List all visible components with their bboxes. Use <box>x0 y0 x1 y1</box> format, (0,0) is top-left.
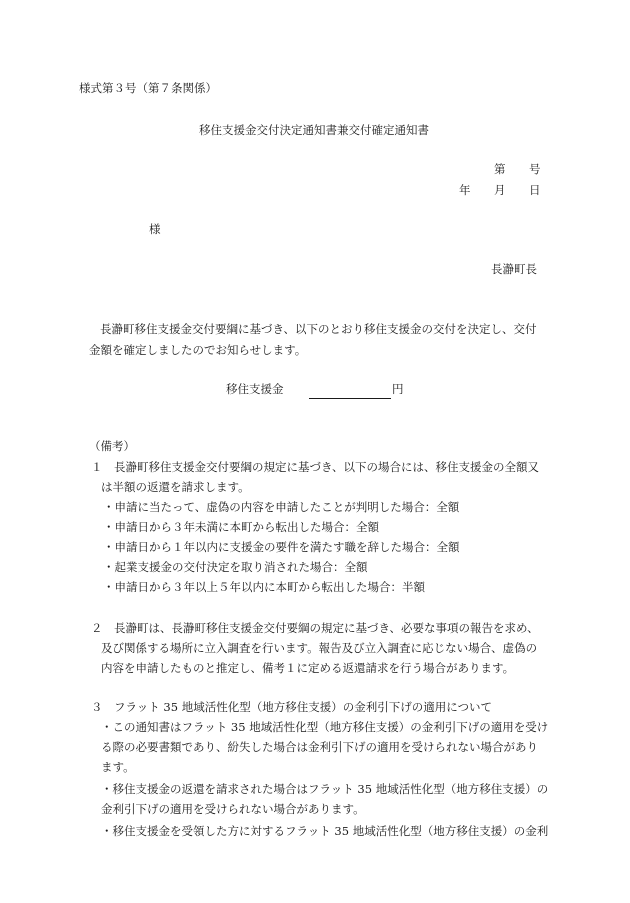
remark-3-text: 金利引下げの適用を受けられない場合があります。 <box>101 802 365 816</box>
remark-3-text: る際の必要書類であり、紛失した場合は金利引下げの適用を受けられない場合があり <box>101 740 538 754</box>
remark-1-text: １ 長瀞町移住支援金交付要綱の規定に基づき、以下の場合には、移住支援金の全額又 <box>91 460 540 474</box>
remark-3-text: ・この通知書はフラット 35 地域活性化型（地方移住支援）の金利引下げの適用を受け <box>101 720 549 734</box>
remark-1-bullet: ・起業支援金の交付決定を取り消された場合：全額 <box>103 560 368 574</box>
amount-unit: 円 <box>392 382 404 396</box>
remark-1-bullet: ・申請日から３年未満に本町から転出した場合：全額 <box>103 520 379 534</box>
body-text-line: 金額を確定しましたのでお知らせします。 <box>89 343 307 357</box>
remark-3-text: ・移住支援金の返還を請求された場合はフラット 35 地域活性化型（地方移住支援）の <box>101 782 549 796</box>
date-day-label: 日 <box>529 183 541 197</box>
remark-3-text: ・移住支援金を受領した方に対するフラット 35 地域活性化型（地方移住支援）の金利 <box>101 824 549 838</box>
document-number-prefix: 第 <box>494 162 506 176</box>
body-text-line: 長瀞町移住支援金交付要綱に基づき、以下のとおり移住支援金の交付を決定し、交付 <box>100 322 537 336</box>
addressee-honorific: 様 <box>149 222 161 236</box>
remark-1-bullet: ・申請日から１年以内に支援金の要件を満たす職を辞した場合：全額 <box>103 540 460 554</box>
remark-1-bullet: ・申請に当たって、虚偽の内容を申請したことが判明した場合：全額 <box>103 500 460 514</box>
remark-1-bullet: ・申請日から３年以上５年以内に本町から転出した場合：半額 <box>103 580 425 594</box>
date-year-label: 年 <box>459 183 471 197</box>
issuer-name: 長瀞町長 <box>491 262 537 276</box>
remark-3-text: ます。 <box>101 760 135 774</box>
remark-3-heading: ３ フラット 35 地域活性化型（地方移住支援）の金利引下げの適用について <box>91 700 492 714</box>
document-title: 移住支援金交付決定通知書兼交付確定通知書 <box>199 123 429 137</box>
amount-label: 移住支援金 <box>226 382 284 396</box>
remark-2-text: 内容を申請したものと推定し、備考１に定める返還請求を行う場合があります。 <box>101 661 515 675</box>
remark-1-text: は半額の返還を請求します。 <box>101 480 250 494</box>
form-number: 様式第３号（第７条関係） <box>79 81 217 95</box>
document-number-suffix: 号 <box>529 162 541 176</box>
amount-blank-field <box>309 384 391 399</box>
remark-2-text: 及び関係する場所に立入調査を行います。報告及び立入調査に応じない場合、虚偽の <box>101 641 538 655</box>
date-month-label: 月 <box>494 183 506 197</box>
remark-2-text: ２ 長瀞町は、長瀞町移住支援金交付要綱の規定に基づき、必要な事項の報告を求め、 <box>91 621 539 635</box>
remarks-heading: （備考） <box>89 439 135 453</box>
